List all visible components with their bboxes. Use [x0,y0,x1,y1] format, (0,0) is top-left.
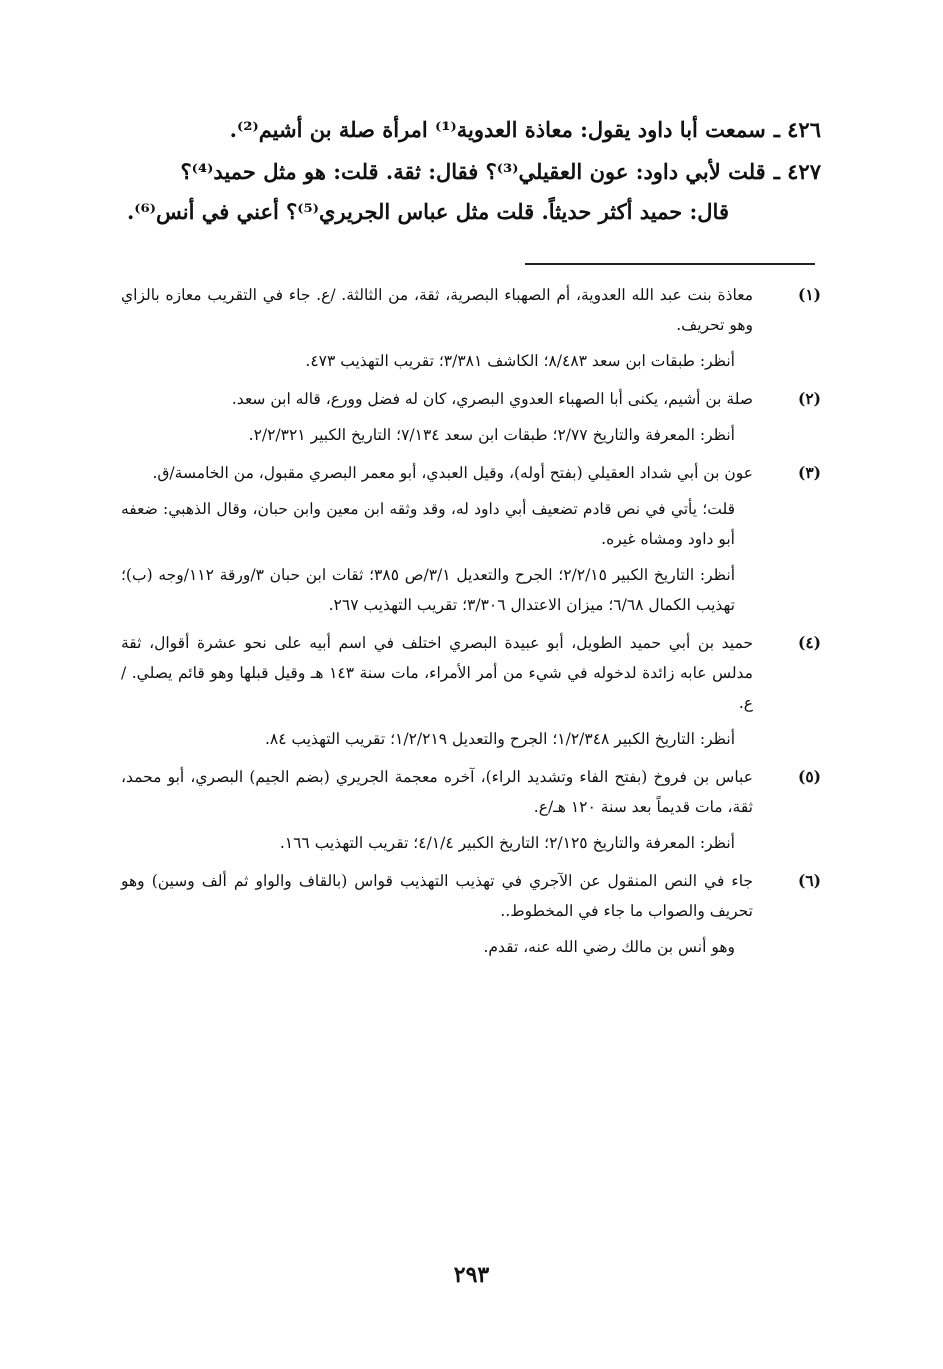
entry-line: قلت لأبي داود: عون العقيلي⁽³⁾؟ فقال: ثقة. قلت: هو مثل حميد⁽⁴⁾؟ [180,159,766,184]
footnote-text: عون بن أبي شداد العقيلي (بفتح أوله)، وقيل العبدي، أبو معمر البصري مقبول، من الخامسة/ق. [152,464,753,482]
footnote-number: (٤) [797,633,821,652]
footnote-reference: أنظر: المعرفة والتاريخ ٢/١٢٥؛ التاريخ الكبير ٤/١/٤؛ تقريب التهذيب ١٦٦. [279,834,735,852]
footnote-number: (٣) [797,463,821,482]
footnote-comment: وهو أنس بن مالك رضي الله عنه، تقدم. [483,938,735,956]
footnote-4 [121,628,821,754]
footnote-comment: قلت؛ يأتي في نص قادم تضعيف أبي داود له، وقد وثقه ابن معين وابن حبان، وقال الذهبي: ضعفه أبو داود ومشاه غيره. [121,500,735,548]
entry-line: قال: حميد أكثر حديثاً. قلت مثل عباس الجريري⁽⁵⁾؟ أعني في أنس⁽⁶⁾. [126,199,729,224]
footnote-reference: أنظر: طبقات ابن سعد ٨/٤٨٣؛ الكاشف ٣/٣٨١؛ تقريب التهذيب ٤٧٣. [305,352,735,370]
footnote-text: صلة بن أشيم، يكنى أبا الصهباء العدوي البصري، كان له فضل وورع، قاله ابن سعد. [231,390,753,408]
footnote-text: جاء في النص المنقول عن الآجري في تهذيب التهذيب قواس (بالقاف والواو ثم ألف وسين) وهو تحريف والصواب ما جاء في المخطوط.. [121,872,753,920]
page-number: ٢٩٣ [453,1262,490,1288]
entry-number: ٤٢٦ ـ [773,117,821,142]
entry-line: سمعت أبا داود يقول: معاذة العدوية⁽¹⁾ امرأة صلة بن أشيم⁽²⁾. [229,117,766,142]
footnote-number: (١) [797,285,821,304]
footnote-reference: أنظر: التاريخ الكبير ٢/٢/١٥؛ الجرح والتعديل ٣/١/ص ٣٨٥؛ ثقات ابن حبان ٣/ورقة ١١٢/وجه (ب)؛ تهذيب الكمال ٦/٦٨؛ ميزان الاعتدال ٣/٣٠٦؛ تقريب التهذيب ٢٦٧. [121,566,735,614]
footnote-number: (٦) [797,871,821,890]
footnote-5 [121,762,821,858]
footnote-separator [525,263,815,265]
footnote-text: عباس بن فروخ (بفتح الفاء وتشديد الراء)، آخره معجمة الجريري (بضم الجيم) البصري، أبو محمد، ثقة، مات قديماً بعد سنة ١٢٠ هـ/ع. [121,768,753,816]
main-text [121,110,821,234]
footnote-text: حميد بن أبي حميد الطويل، أبو عبيدة البصري اختلف في اسم أبيه على نحو عشرة أقوال، ثقة مدلس عابه زائدة لدخوله في شيء من أمر الأمراء، مات سنة ١٤٣ هـ وقيل قبلها وهو قائم يصلي. /ع. [121,634,753,712]
footnote-text: معاذة بنت عبد الله العدوية، أم الصهباء البصرية، ثقة، من الثالثة. /ع. جاء في التقريب معازه بالزاي وهو تحريف. [121,286,753,334]
entry-427 [121,152,821,232]
footnote-1 [121,280,821,376]
footnote-reference: أنظر: التاريخ الكبير ١/٢/٣٤٨؛ الجرح والتعديل ١/٢/٢١٩؛ تقريب التهذيب ٨٤. [264,730,735,748]
footnotes [121,280,821,970]
footnote-number: (٥) [797,767,821,786]
footnote-3 [121,458,821,620]
entry-426 [121,110,821,150]
entry-number: ٤٢٧ ـ [773,159,821,184]
footnote-number: (٢) [797,389,821,408]
footnote-6 [121,866,821,962]
footnote-2 [121,384,821,450]
footnote-reference: أنظر: المعرفة والتاريخ ٢/٧٧؛ طبقات ابن سعد ٧/١٣٤؛ التاريخ الكبير ٢/٢/٣٢١. [248,426,735,444]
